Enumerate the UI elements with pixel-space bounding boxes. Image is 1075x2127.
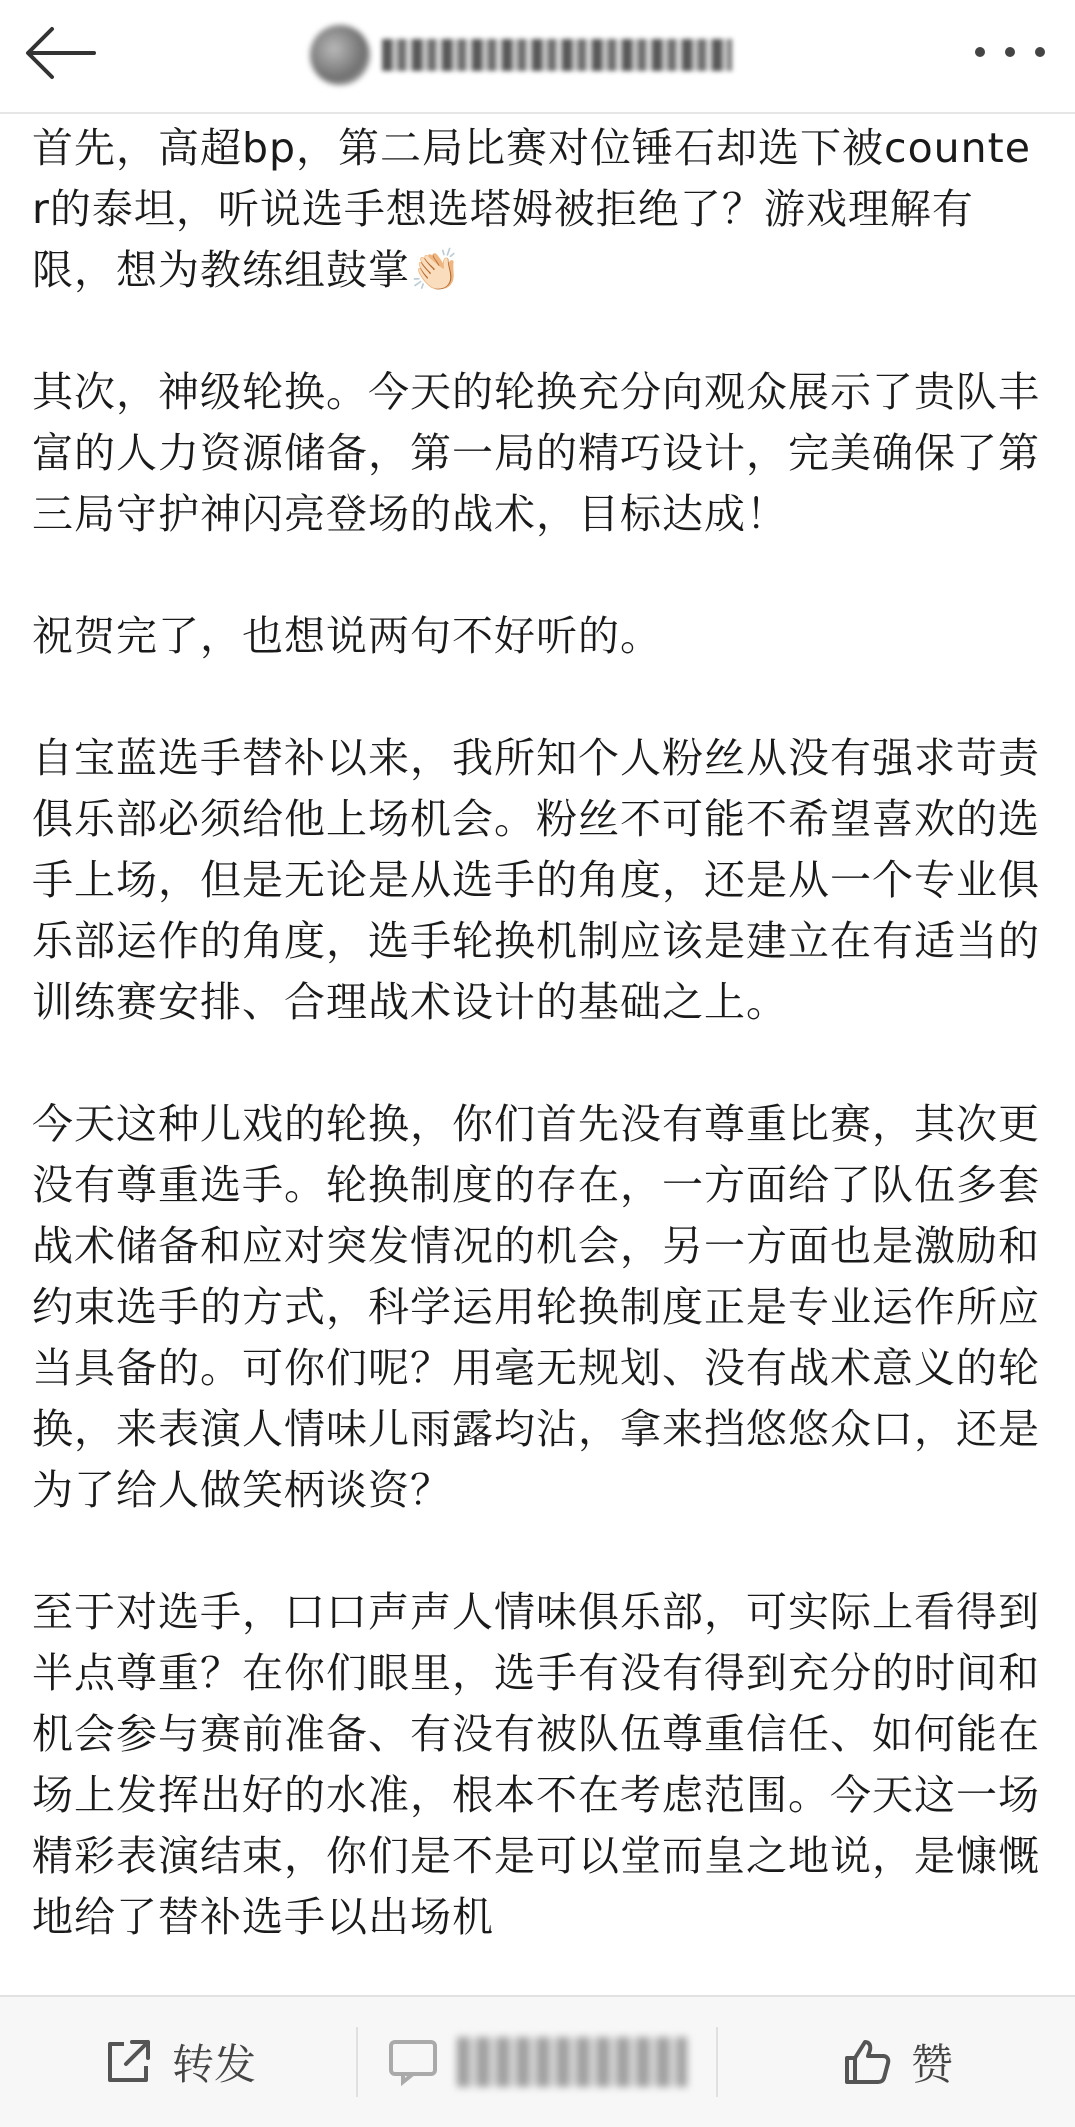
top-nav-bar <box>0 0 1075 114</box>
back-button[interactable] <box>20 18 100 88</box>
paragraph-4: 自宝蓝选手替补以来，我所知个人粉丝从没有强求苛责俱乐部必须给他上场机会。粉丝不可能不希望喜欢的选手上场，但是无论是从选手的角度，还是从一个专业俱乐部运作的角度，选手轮换机制应该是建立在有适当的训练赛安排、合理战术设计的基础之上。 <box>32 734 1040 1026</box>
paragraph-3: 祝贺完了，也想说两句不好听的。 <box>32 612 662 660</box>
article-body <box>32 118 1047 2009</box>
paragraph-5: 今天这种儿戏的轮换，你们首先没有尊重比赛，其次更没有尊重选手。轮换制度的存在，一方面给了队伍多套战术储备和应对突发情况的机会，另一方面也是激励和约束选手的方式，科学运用轮换制度正是专业运作所应当具备的。可你们呢？用毫无规划、没有战术意义的轮换，来表演人情味儿雨露均沾，拿来挡悠悠众口，还是为了给人做笑柄谈资？ <box>32 1100 1040 1514</box>
comment-icon <box>387 2038 439 2086</box>
like-label: 赞 <box>910 2040 953 2089</box>
paragraph-1: 首先，高超bp，第二局比赛对位锤石却选下被counter的泰坦，听说选手想选塔姆被拒绝了？游戏理解有限，想为教练组鼓掌👏🏻 <box>32 124 1031 294</box>
repost-label: 转发 <box>171 2040 256 2089</box>
thumbs-up-icon <box>841 2036 893 2088</box>
comment-button[interactable] <box>358 1997 716 2127</box>
blurred-comment-label <box>457 2037 687 2087</box>
ellipsis-icon <box>970 42 1050 62</box>
share-box-icon <box>102 2036 154 2088</box>
arrow-left-icon <box>22 25 98 81</box>
more-button[interactable] <box>965 22 1055 82</box>
repost-button[interactable] <box>0 1997 358 2127</box>
blurred-username <box>310 25 760 85</box>
paragraph-6: 至于对选手，口口声声人情味俱乐部，可实际上看得到半点尊重？在你们眼里，选手有没有得到充分的时间和机会参与赛前准备、有没有被队伍尊重信任、如何能在场上发挥出好的水准，根本不在考虑范围。今天这一场精彩表演结束，你们是不是可以堂而皇之地说，是慷慨地给了替补选手以出场机 <box>32 1588 1040 1941</box>
bottom-action-bar <box>0 1995 1075 2127</box>
like-button[interactable] <box>718 1997 1075 2127</box>
paragraph-2: 其次，神级轮换。今天的轮换充分向观众展示了贵队丰富的人力资源储备，第一局的精巧设计，完美确保了第三局守护神闪亮登场的战术，目标达成！ <box>32 368 1040 538</box>
avatar <box>310 25 370 85</box>
page-title-blurred <box>382 39 732 71</box>
